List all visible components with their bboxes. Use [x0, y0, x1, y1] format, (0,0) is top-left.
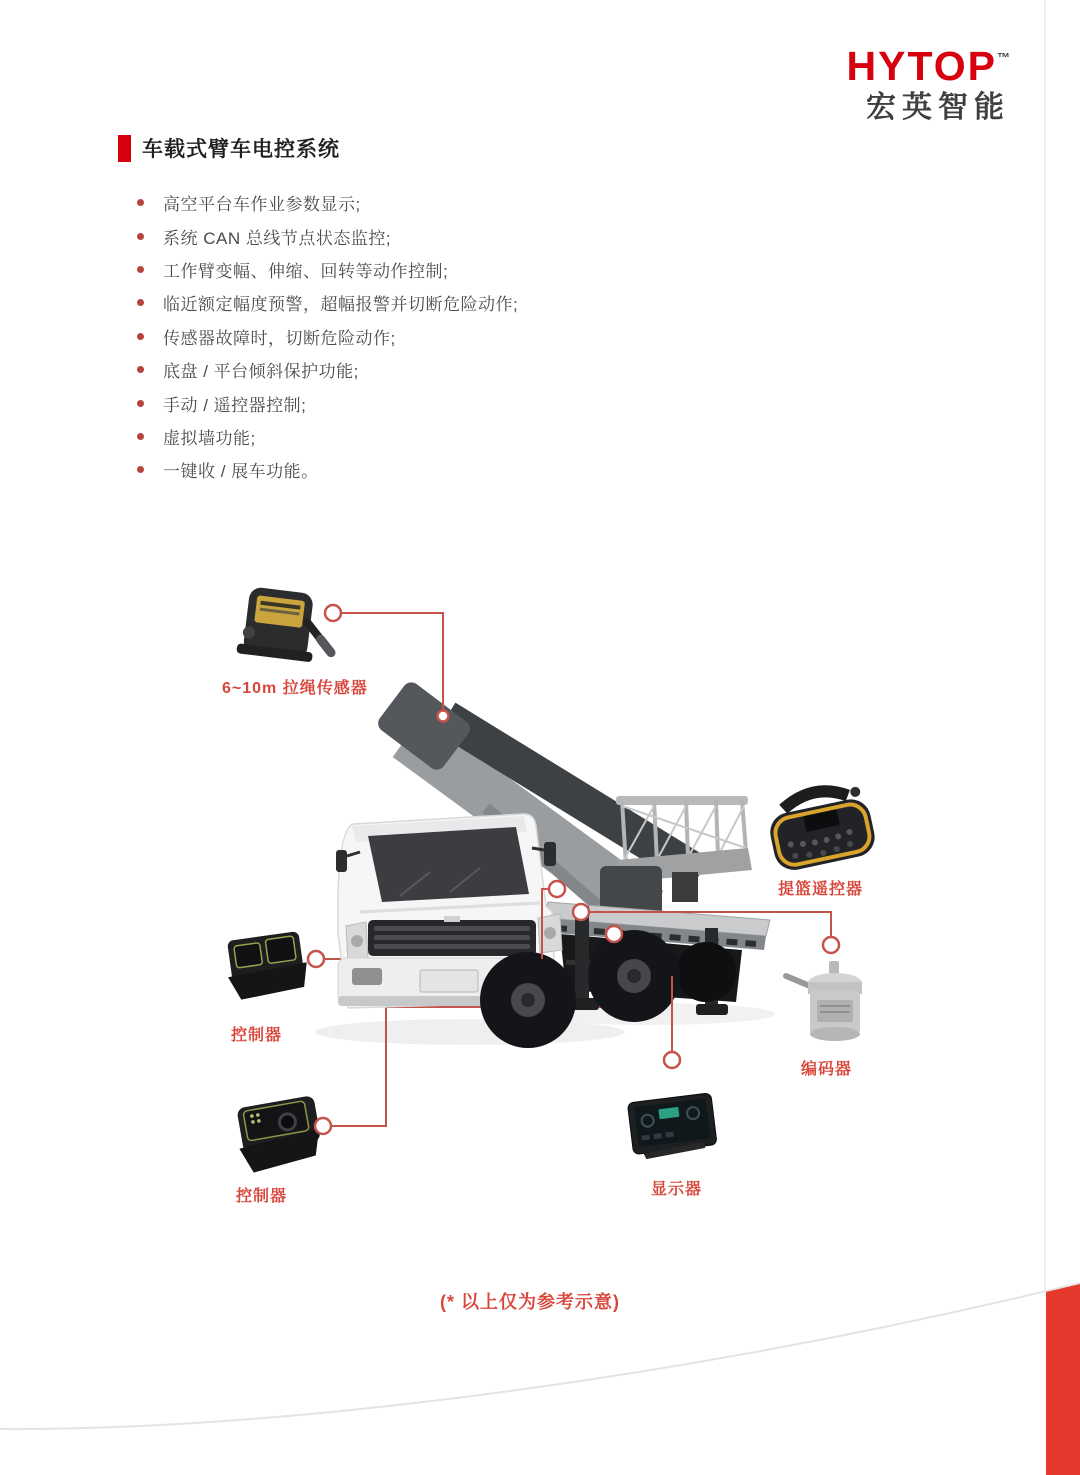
bullet-dot	[137, 466, 144, 473]
front-wheel	[480, 952, 576, 1048]
bullet-dot	[137, 400, 144, 407]
node-encoder	[823, 937, 839, 953]
node-controller-bottom	[315, 1118, 331, 1134]
bullet-dot	[137, 333, 144, 340]
controller-top-image	[223, 931, 311, 1002]
bullet-dot	[137, 366, 144, 373]
feature-item	[137, 420, 518, 453]
logo-trademark: ™	[997, 50, 1010, 65]
controller-bottom-image	[232, 1095, 324, 1174]
label-rope-sensor: 6~10m 拉绳传感器	[222, 680, 368, 697]
encoder-image	[786, 961, 862, 1041]
label-controller-top: 控制器	[231, 1027, 283, 1044]
logo	[846, 43, 1011, 124]
node-boom-pivot	[549, 881, 565, 897]
feature-text: 传感器故障时，切断危险动作;	[163, 328, 396, 348]
truck-illustration	[336, 679, 770, 1048]
label-basket-remote: 提篮遥控器	[778, 881, 864, 898]
label-encoder: 编码器	[801, 1061, 853, 1078]
node-boom-tip	[438, 711, 449, 722]
rope-sensor-image	[236, 586, 338, 665]
feature-item	[137, 219, 518, 252]
page-title: 车载式臂车电控系统	[142, 138, 340, 161]
feature-text: 系统 CAN 总线节点状态监控;	[163, 228, 392, 248]
label-controller-bottom: 控制器	[236, 1188, 288, 1205]
feature-list	[137, 186, 518, 487]
title-red-block	[118, 135, 131, 162]
node-bed-front	[606, 926, 622, 942]
node-boom-base	[573, 904, 589, 920]
node-controller-top	[308, 951, 324, 967]
feature-text: 底盘 / 平台倾斜保护功能;	[163, 362, 359, 382]
logo-brand-text: HYTOP	[846, 43, 997, 89]
logo-company-text: 宏英智能	[866, 91, 1010, 124]
bullet-dot	[137, 433, 144, 440]
feature-item	[137, 320, 518, 353]
feature-item	[137, 353, 518, 386]
bullet-dot	[137, 233, 144, 240]
feature-text: 虚拟墙功能;	[163, 428, 256, 448]
label-display: 显示器	[651, 1181, 703, 1198]
feature-item	[137, 453, 518, 486]
feature-text: 临近额定幅度预警，超幅报警并切断危险动作;	[163, 295, 519, 315]
feature-item	[137, 186, 518, 219]
feature-text: 手动 / 遥控器控制;	[163, 395, 307, 415]
display-image	[627, 1093, 717, 1161]
basket-remote-image	[764, 782, 879, 874]
node-rope-sensor	[325, 605, 341, 621]
bullet-dot	[137, 266, 144, 273]
feature-item	[137, 286, 518, 319]
feature-text: 工作臂变幅、伸缩、回转等动作控制;	[163, 261, 449, 281]
feature-text: 一键收 / 展车功能。	[163, 462, 319, 482]
node-display	[664, 1052, 680, 1068]
page-edge-line	[1044, 0, 1046, 1292]
section-title-row	[118, 133, 340, 163]
feature-item	[137, 386, 518, 419]
feature-item	[137, 253, 518, 286]
bullet-dot	[137, 199, 144, 206]
bullet-dot	[137, 299, 144, 306]
reference-note: (* 以上仅为参考示意)	[440, 1292, 620, 1312]
feature-text: 高空平台车作业参数显示;	[163, 195, 361, 215]
